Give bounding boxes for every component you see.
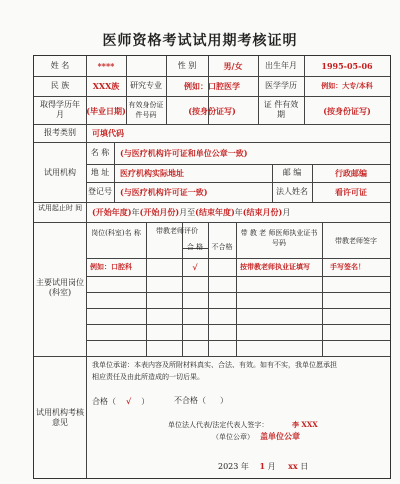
row-line: [34, 356, 390, 357]
valid-label: 证 件有效期: [263, 100, 299, 119]
cert-date-label: 取得学历年 月: [40, 100, 80, 119]
reg-label: 登记号: [88, 187, 112, 196]
birth-label: 出生年月: [265, 61, 297, 70]
commit-line-1: 我单位承诺：本表内容及所附材料真实、合法、有效。如有不实，我单位愿承担: [92, 361, 337, 369]
post-row-cert: 按带教老师执业证填写: [240, 262, 310, 271]
row-line: [34, 96, 390, 97]
period-label: 试用起止时 间: [37, 204, 83, 212]
page-title: 医师资格考试试用期考核证明: [102, 33, 298, 49]
row-line: [34, 222, 390, 223]
reg-value: (与医疗机构许可证一致): [120, 187, 208, 197]
col-line: [86, 56, 87, 478]
id-value: (按身份证写): [188, 106, 236, 116]
postcode-label: 邮 编: [282, 168, 302, 177]
teacher-cert-col-header: 带 教 老 师医师执业证书号码: [240, 229, 318, 247]
major-value: 例如：口腔医学: [184, 81, 240, 91]
valid-value: (按身份证写): [323, 106, 371, 116]
row-line: [86, 164, 390, 165]
commit-line-2: 相应责任及由此所造成的一切后果。: [92, 373, 204, 381]
row-line: [34, 202, 390, 203]
post-section-label: 主要试用岗位(科室): [36, 278, 84, 297]
col-line: [114, 142, 115, 202]
row-line: [34, 142, 390, 143]
row-line: [86, 340, 390, 341]
legal-name-value: 看许可证: [335, 187, 367, 197]
teacher-sign-col-header: 带教老师签字: [335, 237, 377, 245]
row-line: [86, 276, 390, 277]
legal-sign-label: 单位法人代表/法定代表人签字：: [168, 421, 269, 429]
ethnic-label: 民 族: [50, 81, 70, 90]
major-label: 研究专业: [130, 81, 162, 90]
address-value: 医疗机构实际地址: [120, 168, 184, 178]
postcode-value: 行政邮编: [335, 168, 367, 178]
name-label: 姓 名: [50, 61, 70, 70]
row-line: [86, 308, 390, 309]
sign-date: 2023 年 1 月 xx 日: [218, 461, 309, 471]
pass-col-header: 合 格: [186, 243, 204, 251]
post-row-pass-mark: √: [192, 262, 198, 272]
seal-label: （单位公章）: [212, 433, 254, 441]
institution-name-label: 名 称: [90, 148, 110, 157]
institution-name-value: (与医疗机构许可证和单位公章一致): [120, 148, 248, 158]
row-line: [34, 124, 390, 125]
legal-name-label: 法人姓名: [276, 187, 308, 196]
pass-choice: 合格（ √ ）: [92, 396, 150, 406]
row-line: [34, 76, 390, 77]
gender-label: 性 别: [177, 61, 197, 70]
opinion-section-label: 试用机构考核意见: [36, 408, 84, 427]
institution-section-label: 试用机构: [44, 168, 76, 177]
post-row-name: 例如：口腔科: [90, 262, 132, 271]
period-text: (开始年度)年(开始月份)月至(结束年度)年(结束月份)月: [92, 207, 291, 217]
row-line: [86, 292, 390, 293]
post-col-header: 岗位(科室)名 称: [91, 229, 141, 237]
name-value: ****: [97, 61, 115, 71]
form-table: [33, 55, 391, 479]
row-line: [86, 324, 390, 325]
col-line: [146, 222, 147, 356]
col-line: [236, 222, 237, 356]
fail-col-header: 不合格: [211, 243, 233, 251]
row-line: [86, 182, 390, 183]
legal-sign-value: 李 XXX: [292, 420, 318, 429]
edu-label: 医学学历: [265, 81, 297, 90]
fail-choice: 不合格（ ）: [174, 396, 228, 405]
eval-col-header: 带教老师评价: [156, 227, 198, 235]
ethnic-value: XXX族: [92, 81, 120, 91]
edu-value: 例如：大专/本科: [321, 81, 373, 90]
post-row-sign: 手写签名！: [330, 262, 365, 271]
birth-value: 1995-05-06: [321, 61, 373, 71]
id-label: 有效身份证件号码: [128, 101, 164, 119]
category-label: 报考类别: [44, 128, 76, 137]
row-line: [86, 258, 390, 259]
cert-date-value: (毕业日期): [86, 106, 126, 116]
seal-value: 盖单位公章: [260, 431, 300, 441]
category-value: 可填代码: [92, 128, 124, 138]
address-label: 地 址: [90, 168, 110, 177]
gender-value: 男/女: [223, 61, 243, 71]
